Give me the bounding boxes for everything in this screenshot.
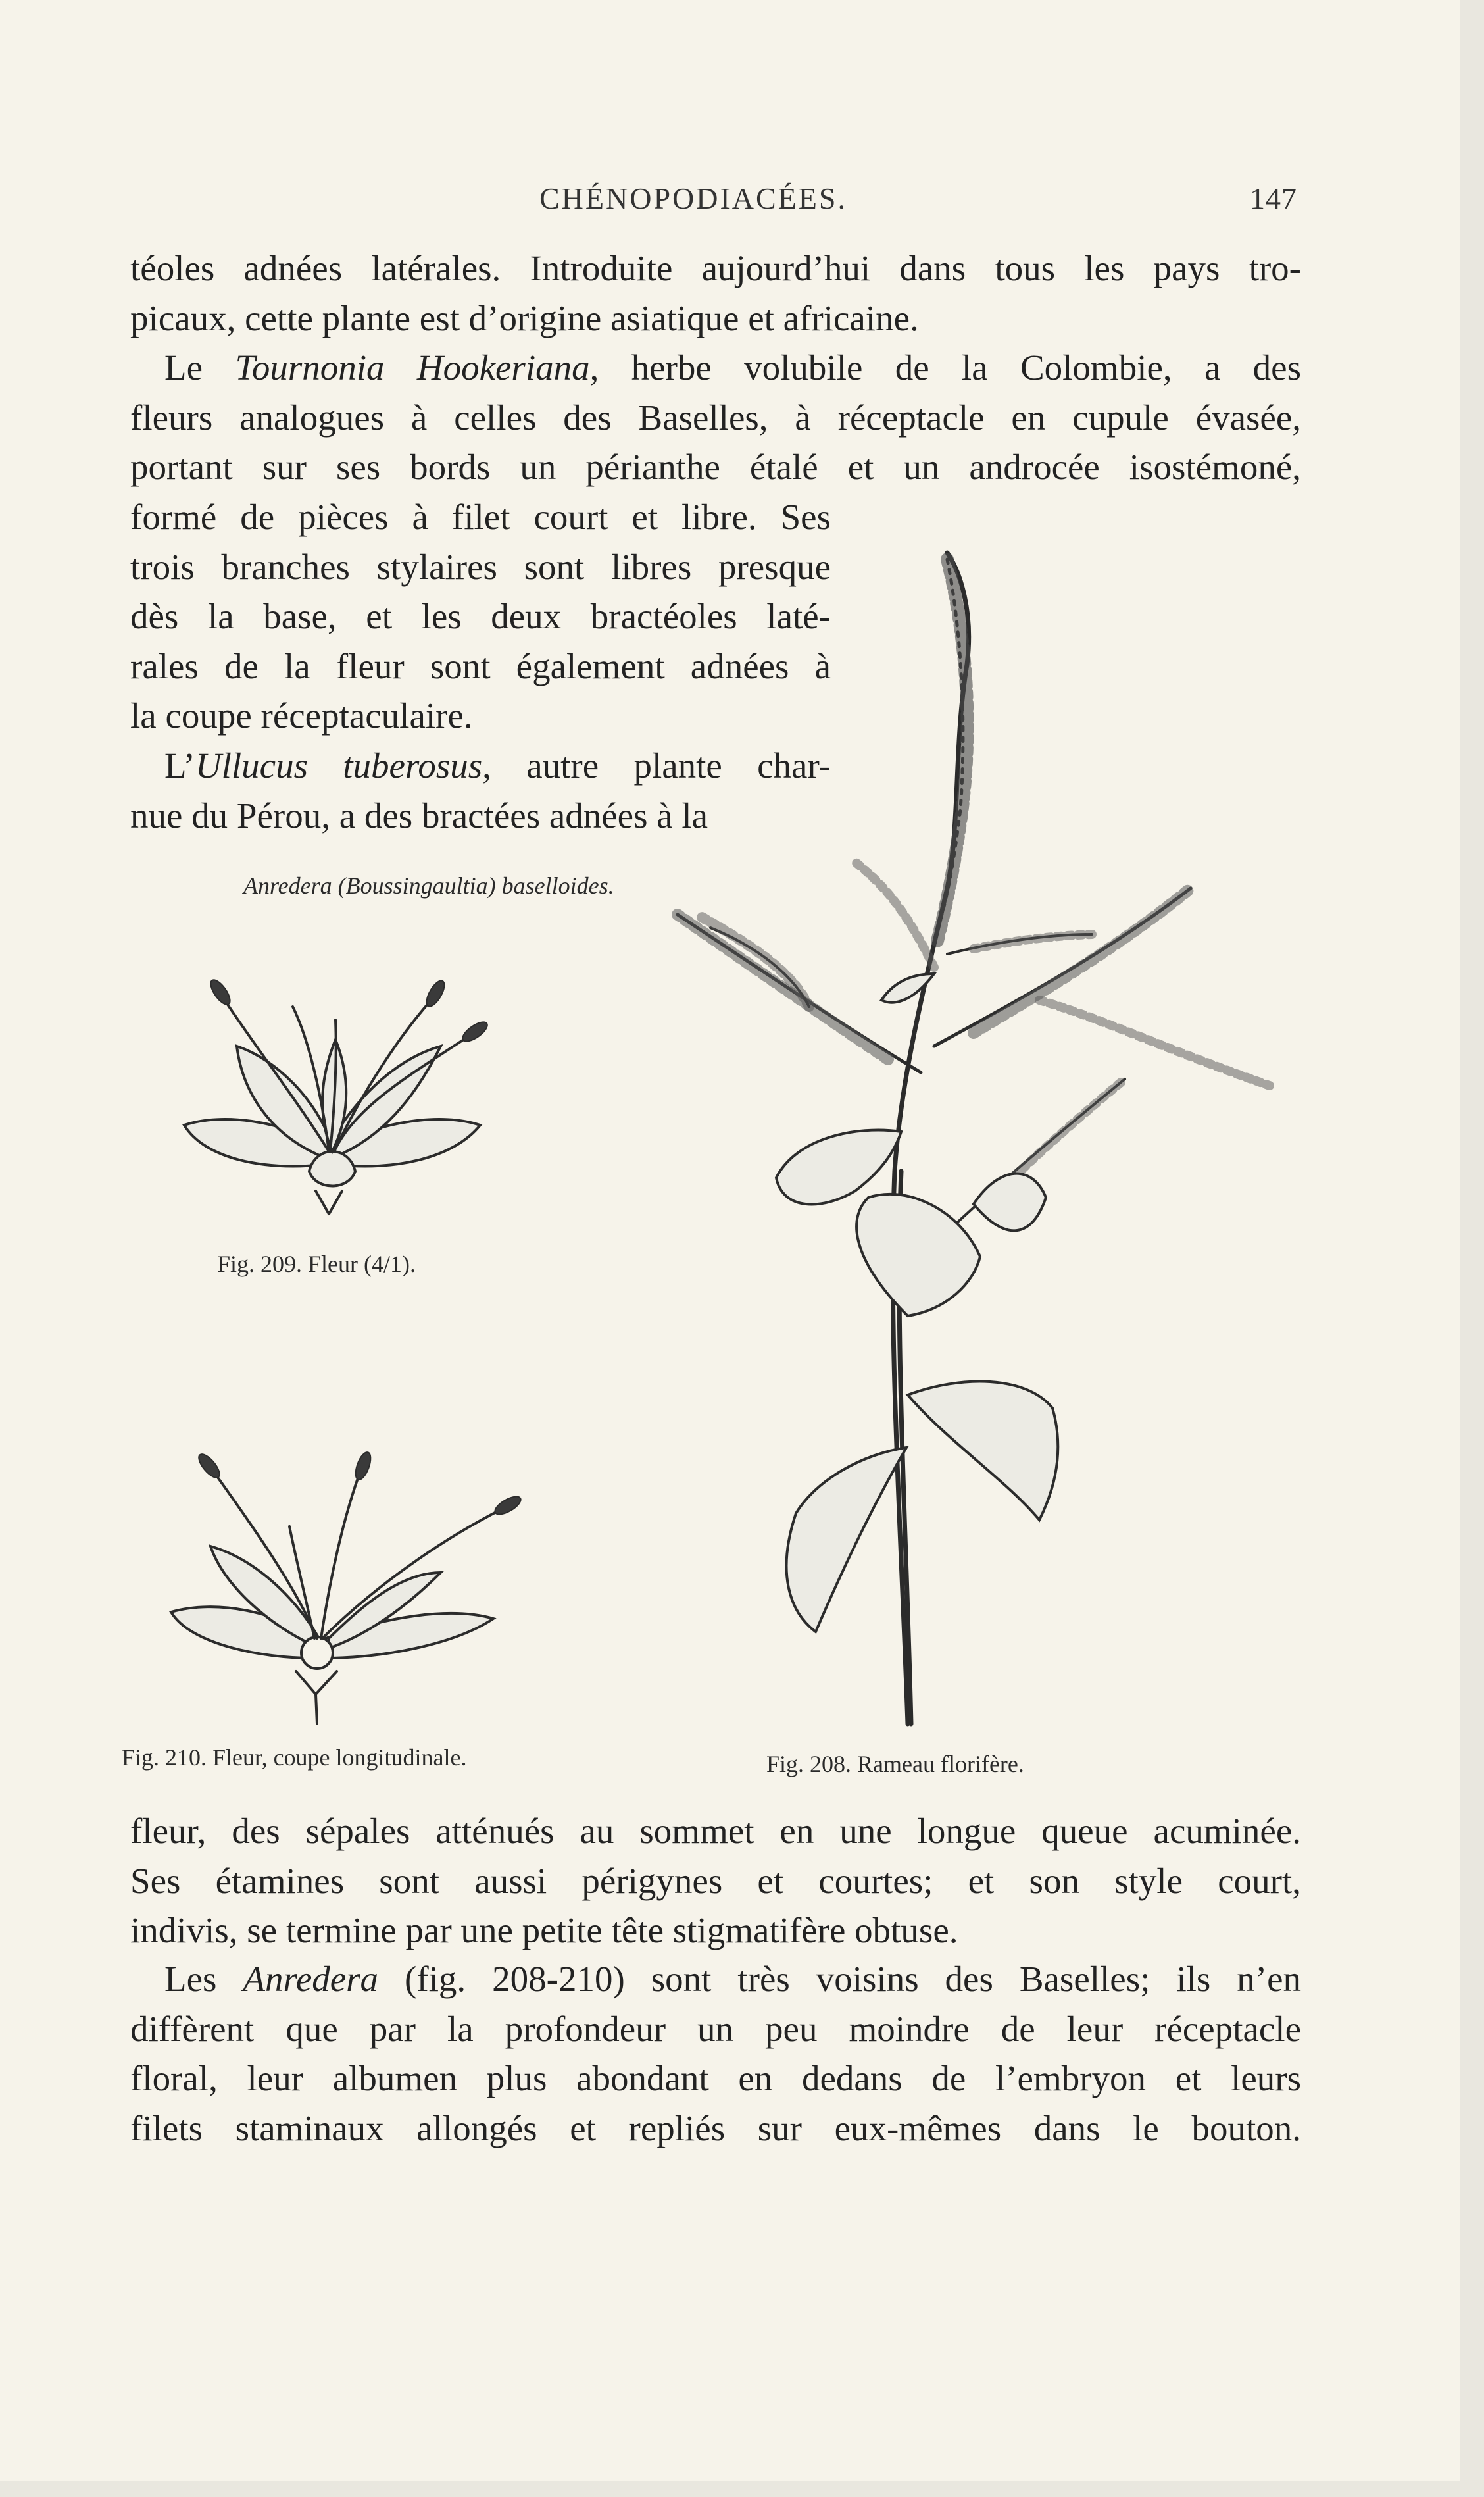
text-line: filets staminaux allongés et repliés sur eux-mêmes dans le bouton. <box>130 2107 1301 2148</box>
flower-illustration <box>164 947 507 1224</box>
paragraph-1 <box>130 243 1301 343</box>
text-line: trois branches stylaires sont libres presque <box>130 546 831 587</box>
figure-209-caption: Fig. 209. Fleur (4/1). <box>217 1251 416 1277</box>
flower-section-illustration <box>164 1441 533 1730</box>
text-line: Ses étamines sont aussi périgynes et courtes; et son style court, <box>130 1860 1301 1901</box>
paragraph-4 <box>130 1806 1301 1955</box>
figure-208-caption: Fig. 208. Rameau florifère. <box>766 1751 1024 1777</box>
page-number: 147 <box>1250 182 1297 215</box>
figure-210-flower-section <box>164 1441 533 1730</box>
text-line: floral, leur albumen plus abondant en dedans de l’embryon et leurs <box>130 2058 1301 2099</box>
species-name: Tournonia Hookeriana <box>235 347 590 388</box>
text-line: la coupe réceptaculaire. <box>130 695 473 736</box>
running-head: CHÉNOPODIACÉES. <box>539 182 847 215</box>
text-line: rales de la fleur sont également adnées à <box>130 645 831 686</box>
text-line: indivis, se termine par une petite tête stigmatifère obtuse. <box>130 1910 958 1951</box>
text-line: Le Tournonia Hookeriana, herbe volubile de la Colombie, a des <box>164 347 1301 388</box>
text-line: Les Anredera (fig. 208-210) sont très voisins des Baselles; ils n’en <box>164 1959 1301 1999</box>
figure-210-caption: Fig. 210. Fleur, coupe longitudinale. <box>122 1744 467 1771</box>
text-line: fleurs analogues à celles des Baselles, à réceptacle en cupule évasée, <box>130 397 1301 438</box>
plate-caption: Anredera (Boussingaultia) baselloides. <box>243 872 614 899</box>
paragraph-2 <box>130 343 1301 492</box>
species-name: Ullucus tuberosus <box>195 745 483 786</box>
text-line: nue du Pérou, a des bractées adnées à la <box>130 795 708 836</box>
genus-name: Anredera <box>243 1959 379 1999</box>
text-line: diffèrent que par la profondeur un peu moindre de leur réceptacle <box>130 2008 1301 2049</box>
text-line: L’Ullucus tuberosus, autre plante char- <box>164 745 831 786</box>
branch-illustration <box>579 546 1289 1730</box>
figure-209-flower <box>164 947 507 1224</box>
text-line: fleur, des sépales atténués au sommet en une longue queue acuminée. <box>130 1811 1301 1851</box>
text-line: dès la base, et les deux bractéoles laté- <box>130 596 831 637</box>
text-line: formé de pièces à filet court et libre. Ses <box>130 497 831 537</box>
figure-208-flowering-branch <box>579 546 1289 1730</box>
text-line: picaux, cette plante est d’origine asiatique et africaine. <box>130 297 919 338</box>
text-line: téoles adnées latérales. Introduite aujourd’hui dans tous les pays tro- <box>130 248 1301 288</box>
text-line: portant sur ses bords un périanthe étalé et un androcée isostémoné, <box>130 447 1301 488</box>
paragraph-5 <box>130 1954 1301 2153</box>
